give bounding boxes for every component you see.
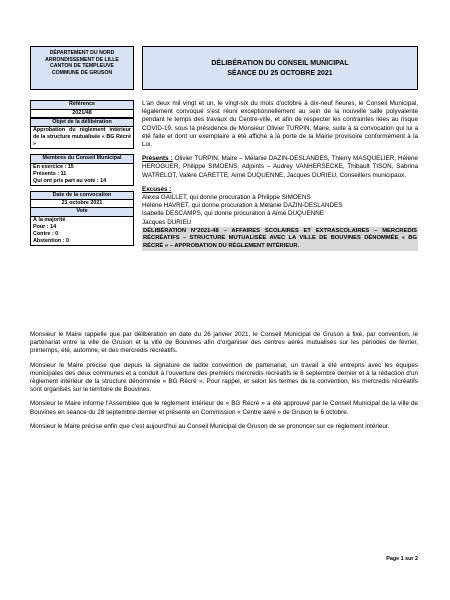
header-department-line: DÉPARTEMENT DU NORD [49,50,115,56]
excuse-line: Hélène HAVRET, qui donne procuration à Mélanie DAZIN-DESLANDES [142,202,343,210]
header-department-box [30,46,134,90]
document-title: DÉLIBÉRATION DU CONSEIL MUNICIPAL [211,60,349,67]
vote-contre: Contre : 0 [30,231,134,238]
presents-paragraph [142,155,418,180]
session-date-title: SÉANCE DU 25 OCTOBRE 2021 [227,70,333,77]
objet-value: Approbation du règlement intérieur de la structure mutualisée « BG Récré » [30,127,134,149]
body-paragraph: Monsieur le Maire précise que depuis la signature de ladite convention de partenariat, un travail a été entrepris avec les équipes municipales des deux communes et a conduit à l'ouverture des premiers mercredis récréatifs le 8 septembre dernier et à la rédaction d'un règlement intérieur de la structure dénommée « BG Récré ». Pour rappel, et selon les termes de la convention, les mercredis récréatifs sont organisés sur le territoire de Bouvines. [30,361,418,394]
header-canton-line: CANTON DE TEMPLEUVE [50,63,114,70]
en-exercice: En exercice : 15 [30,164,134,171]
page-number: Page 1 sur 2 [386,556,418,562]
objet-label: Objet de la délibération [30,118,134,128]
excuse-line: Alexia GAILLET, qui donne procuration à Philippe SIMOENS [142,194,311,202]
excuses-label: Excusés : [142,185,172,193]
deliberation-title: DÉLIBÉRATION N°2021-48 – AFFAIRES SCOLAIRES ET EXTRASCOLAIRES – MERCREDIS RÉCRÉATIFS – STRUCTURE MUTUALISÉE AVEC LA VILLE DE BOUVINES DÉNOMMÉE « BG RÉCRÉ » – APPROBATION DU RÈGLEMENT INTÉRIEUR. [142,227,418,251]
body-paragraph: Monsieur le Maire précise enfin que c'est aujourd'hui au Conseil Municipal de Gruson de se prononcer sur ce règlement intérieur. [30,422,390,430]
body-text [30,331,418,437]
excuse-line: Isabelle DESCAMPS, qui donne procuration à Aimé DUQUENNE [142,210,324,218]
body-paragraph: Monsieur le Maire informe l'Assemblée que le règlement intérieur de « BG Récré » a été approuvé par le Conseil Municipal de la ville de Bouvines en séance du 28 septembre dernier et présenté en Commission « Centre aéré » de Gruson le 6 octobre. [30,400,418,416]
date-convocation-value: 21 octobre 2021 [30,200,134,207]
vote-pour: Pour : 14 [30,224,134,231]
reference-value: 2021/48 [30,110,134,118]
excuses-section [142,186,418,227]
body-paragraph: Monsieur le Maire rappelle que par délibération en date du 26 janvier 2021, le Conseil Municipal de Gruson a fixé, par convention, le partenariat entre la ville de Gruson et la ville de Bouvines afin d'organiser des centres aérés mutualisés sur les périodes de février, printemps, été, automne, et des mercredis récréatifs. [30,331,418,355]
reference-label: Référence [30,100,134,110]
sidebar-info [30,100,134,246]
votants-count: Qui ont pris part au vote : 14 [30,178,134,186]
header-arrondissement-line: ARRONDISSEMENT DE LILLE [45,56,119,63]
vote-majorite: À la majorité [30,217,134,224]
vote-label: Vote [30,207,134,217]
excuse-line: Jacques DURIEU [142,218,192,226]
intro-paragraph: L'an deux mil vingt et un, le vingt-six du mois d'octobre à dix-neuf heures, le Conseil Municipal, légalement convoqué s'est réuni exceptionnellement au sein de la nouvelle salle polyvalente pendant le temps des travaux du Centre-ville, et afin de respecter les contraintes liées au risque COVID-19, sous la présidence de Monsieur Olivier TURPIN, Maire, suite à la convocation qui lui a été faite et dont un exemplaire a été affiché à la porte de la Mairie provisoire conformément à la Loi. [142,100,418,149]
main-column [142,100,418,251]
vote-abstention: Abstention : 0 [30,238,134,246]
presents-count: Présents : 11 [30,171,134,178]
presents-list: Olivier TURPIN, Maire – Mélanie DAZIN-DESLANDES, Thierry MASQUELIER, Hélène HEROGUER, Philippe SIMOENS, Adjoints – Audrey VANHERSECKE, Thibault TISON, Sabrina WATRELOT, Valère CARETTE, Aimé DUQUENNE, Jacques DURIEU, Conseillers municipaux. [142,155,418,179]
membres-label: Membres du Conseil Municipal [30,154,134,164]
date-convocation-label: Date de la convocation [30,191,134,201]
header-title-box [142,46,418,90]
presents-label: Présents : [142,155,173,163]
header-commune-line: COMMUNE DE GRUSON [51,69,113,76]
